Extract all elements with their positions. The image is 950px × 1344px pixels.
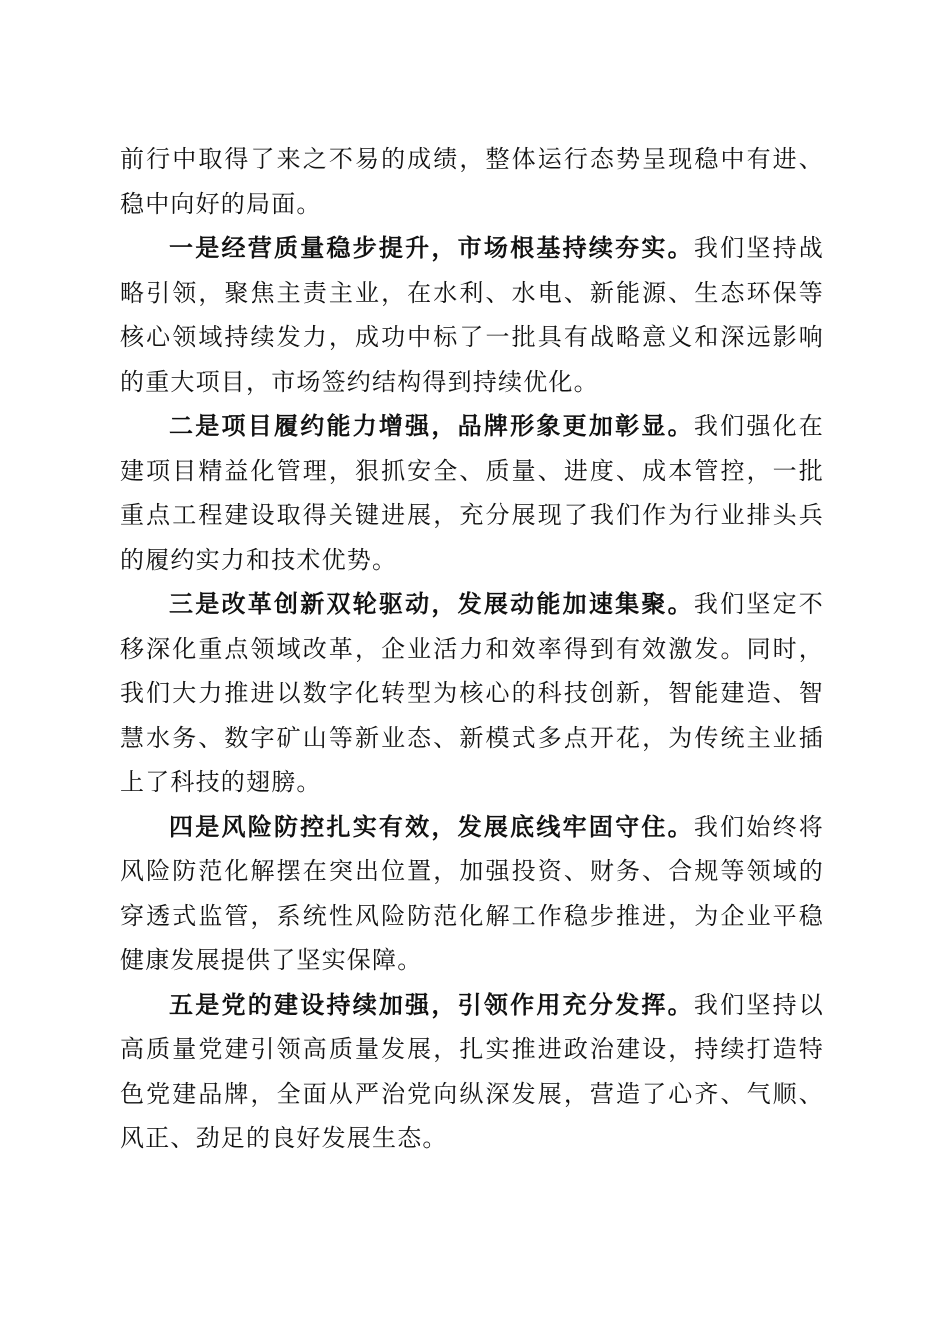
- paragraph-body: 我们坚定不移深化重点领域改革，企业活力和效率得到有效激发。同时，我们大力推进以数字化转型为核心的科技创新，智能建造、智慧水务、数字矿山等新业态、新模式多点开花，为传统主业插上了科技的翅膀。: [120, 590, 825, 796]
- document-body: [120, 137, 824, 1161]
- paragraph-point-3: [120, 582, 824, 805]
- paragraph-continuation: [120, 137, 824, 226]
- paragraph-point-4: [120, 805, 824, 983]
- paragraph-body: 前行中取得了来之不易的成绩，整体运行态势呈现稳中有进、稳中向好的局面。: [120, 145, 824, 218]
- paragraph-body: 我们坚持战略引领，聚焦主责主业，在水利、水电、新能源、生态环保等核心领域持续发力，成功中标了一批具有战略意义和深远影响的重大项目，市场签约结构得到持续优化。: [120, 234, 825, 396]
- paragraph-lead: 三是改革创新双轮驱动，发展动能加速集聚。: [169, 589, 694, 618]
- paragraph-lead: 二是项目履约能力增强，品牌形象更加彰显。: [169, 411, 694, 440]
- paragraph-body: 我们强化在建项目精益化管理，狠抓安全、质量、进度、成本管控，一批重点工程建设取得关键进展，充分展现了我们作为行业排头兵的履约实力和技术优势。: [120, 412, 825, 574]
- paragraph-body: 我们始终将风险防范化解摆在突出位置，加强投资、财务、合规等领域的穿透式监管，系统性风险防范化解工作稳步推进，为企业平稳健康发展提供了坚实保障。: [120, 812, 825, 974]
- paragraph-lead: 一是经营质量稳步提升，市场根基持续夯实。: [169, 233, 694, 262]
- paragraph-lead: 五是党的建设持续加强，引领作用充分发挥。: [169, 989, 694, 1019]
- paragraph-body: 我们坚持以高质量党建引领高质量发展，扎实推进政治建设，持续打造特色党建品牌，全面从严治党向纵深发展，营造了心齐、气顺、风正、劲足的良好发展生态。: [120, 990, 825, 1152]
- paragraph-point-2: [120, 404, 824, 582]
- paragraph-point-1: [120, 226, 824, 404]
- paragraph-point-5: [120, 983, 824, 1161]
- paragraph-lead: 四是风险防控扎实有效，发展底线牢固守住。: [169, 811, 694, 841]
